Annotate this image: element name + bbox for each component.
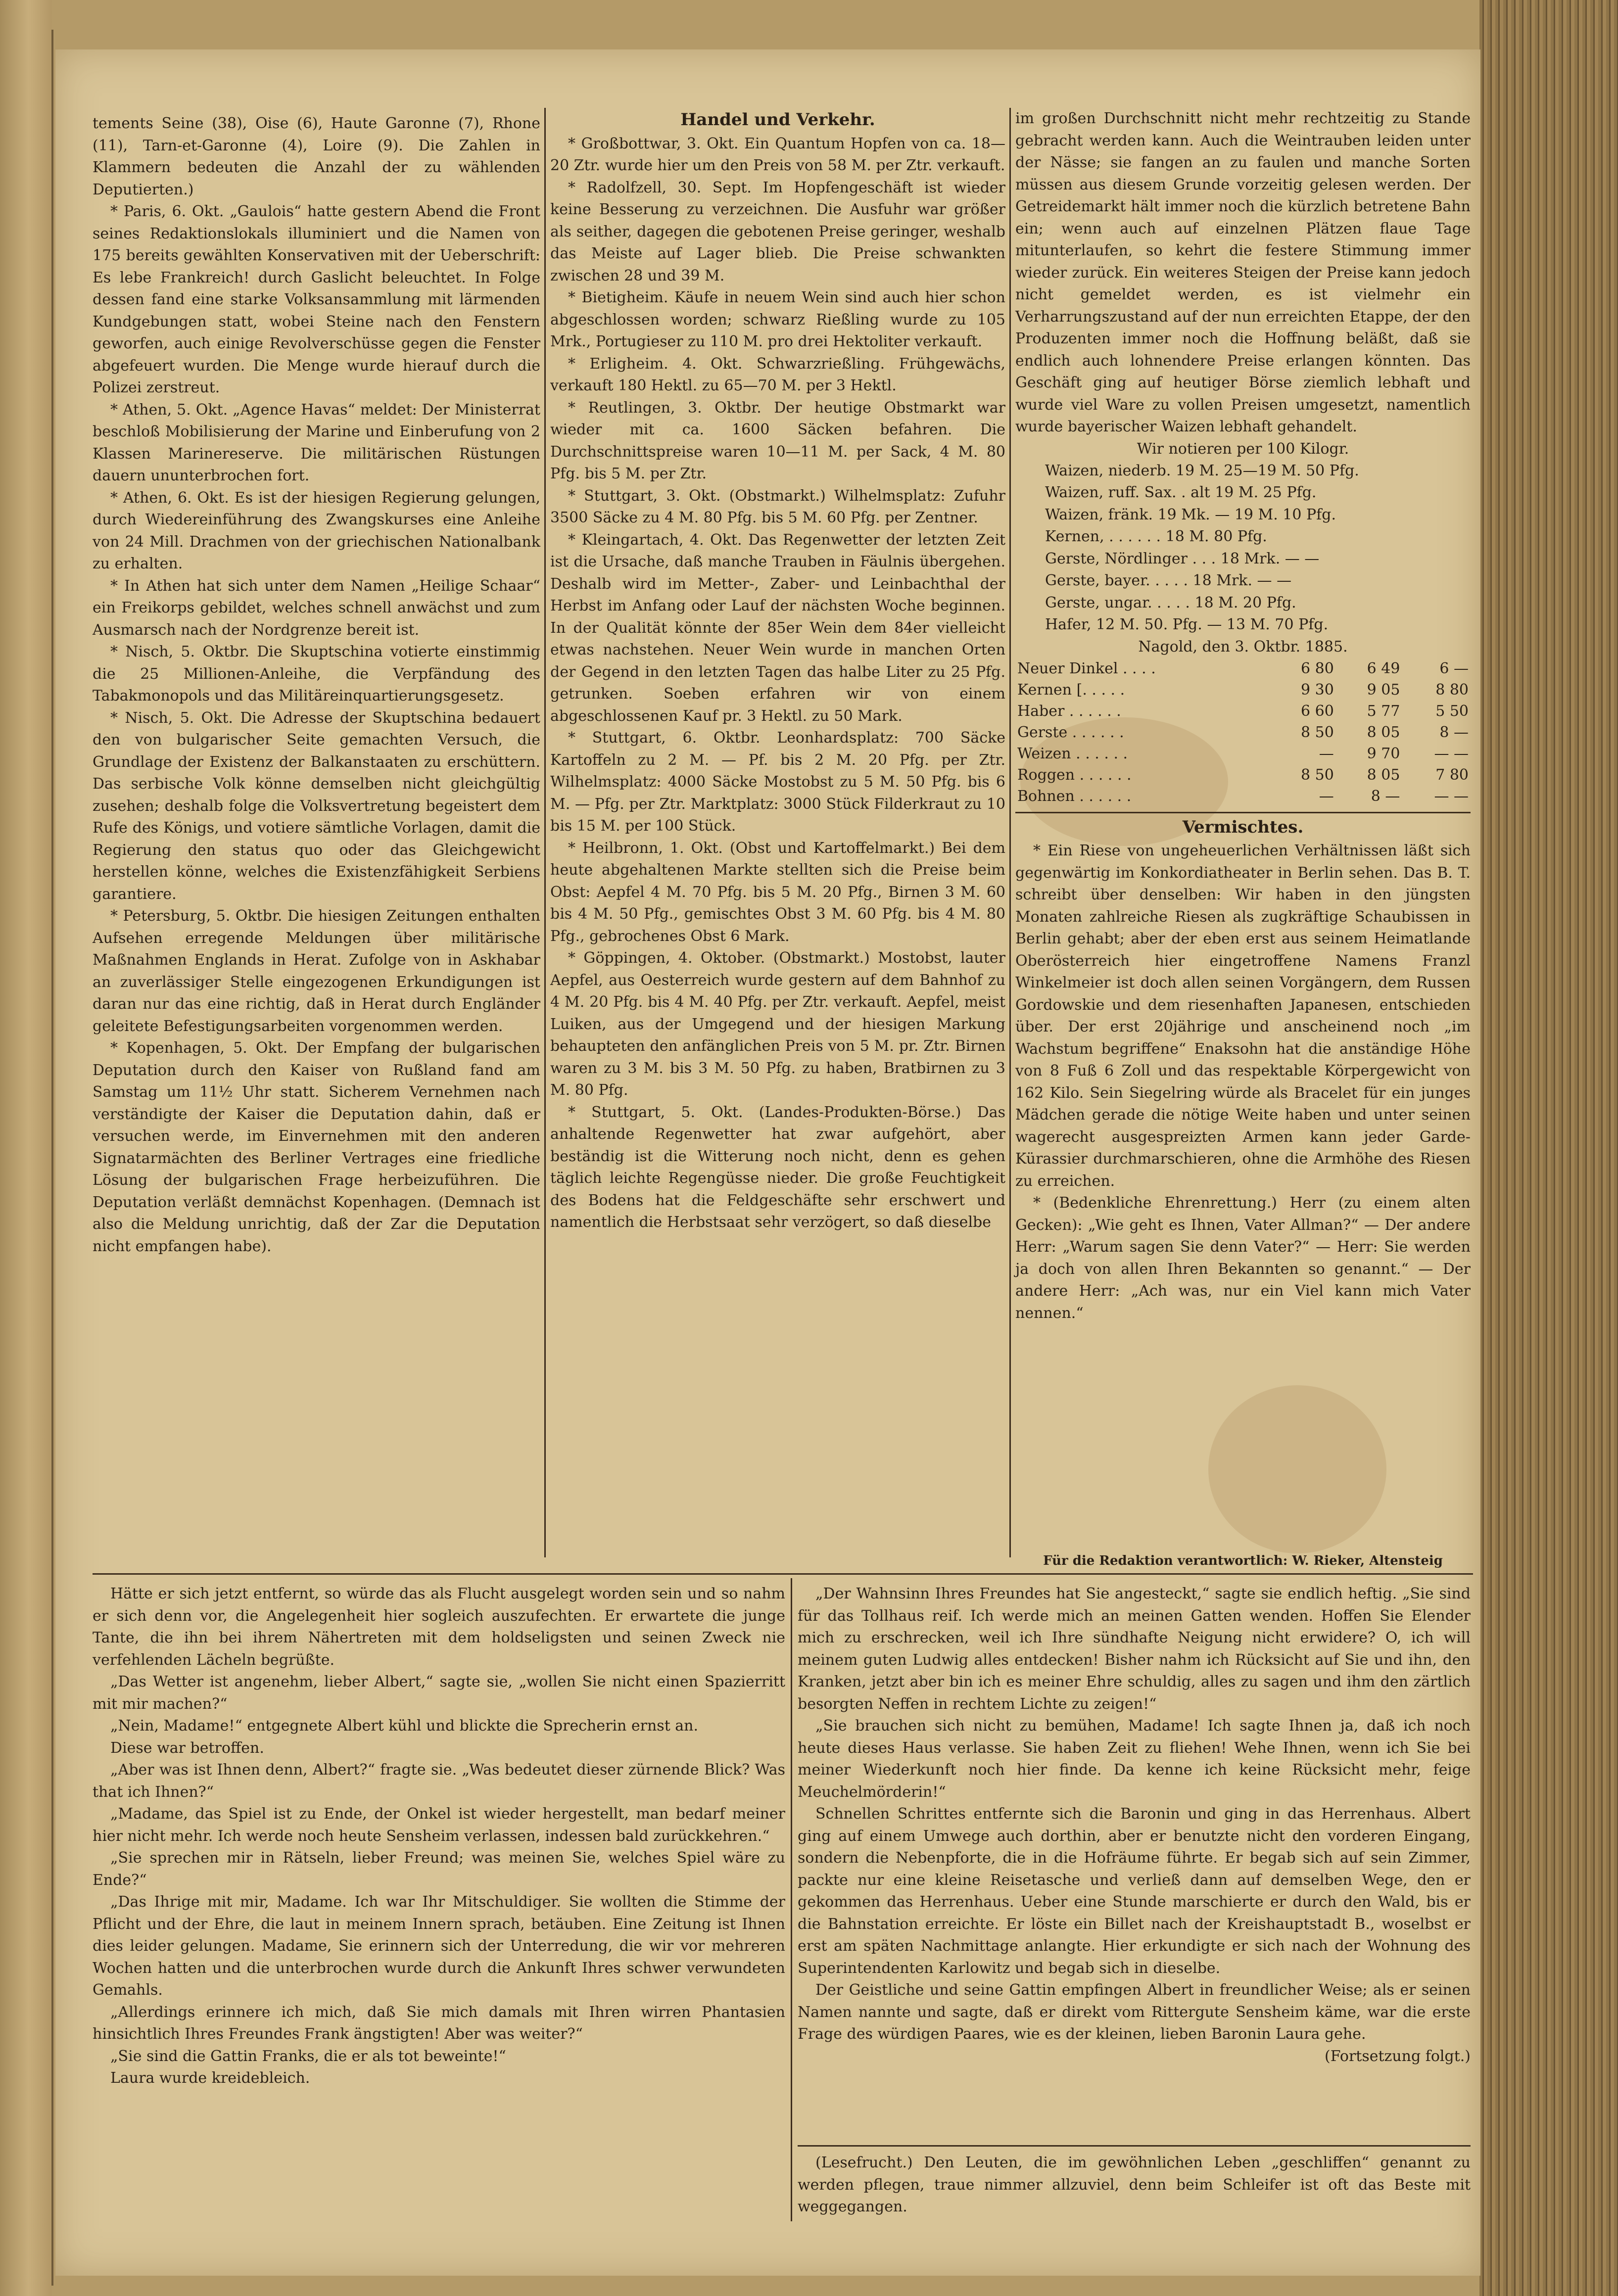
table-cell: 8 — (1439, 723, 1469, 741)
table-cell: — — (1434, 787, 1469, 805)
table-cell: 9 05 (1367, 681, 1400, 699)
article-paragraph: * Paris, 6. Okt. „Gaulois“ hatte gestern Abend die Front seines Redaktionslokals illuminiert und die Namen von 175 bereits gewählten Konservativen mit der Ueberschrift: Es lebe Frankreich! durch Gaslicht beleuchtet. In Folge dessen fand eine starke Volksansammlung mit lärmenden Kundgebungen statt, wobei Steine nach den Fenstern geworfen, auch einige Revolverschüsse gegen die Fenster abgefeuert wurden. Die Menge wurde hierauf durch die Polizei zerstreut. (93, 203, 540, 396)
column-divider (791, 1578, 792, 2221)
article-paragraph: * Stuttgart, 6. Oktbr. Leonhardsplatz: 700 Säcke Kartoffeln zu 2 M. — Pf. bis 2 M. 20 Pfg. per Ztr. Wilhelmsplatz: 4000 Säcke Mostobst zu 5 M. 50 Pfg. bis 6 M. — Pfg. per Ztr. Marktplatz: 3000 Stück Filderkraut zu 10 bis 15 M. per 100 Stück. (550, 729, 1005, 835)
table-cell: Roggen . . . . . . (1017, 766, 1132, 784)
article-paragraph: * Heilbronn, 1. Okt. (Obst und Kartoffelmarkt.) Bei dem heute abgehaltenen Markte stellten sich die Preise beim Obst: Aepfel 4 M. 70 Pfg. bis 5 M. 20 Pfg., Birnen 3 M. 60 bis 4 M. 50 Pfg., gemischtes Obst 3 M. 60 Pfg. bis 4 M. 80 Pfg., gebrochenes Obst 6 Mark. (550, 839, 1005, 945)
table-cell: Haber . . . . . . (1017, 702, 1121, 720)
quote-line: Waizen, niederb. 19 M. 25—19 M. 50 Pfg. (1045, 462, 1359, 479)
table-cell: — (1319, 745, 1334, 762)
feuilleton-left (93, 1583, 785, 2090)
story-paragraph: „Allerdings erinnere ich mich, daß Sie mich damals mit Ihren wirren Phantasien hinsichtlich Ihres Freundes Frank ängstigten! Aber was weiter?“ (93, 2003, 785, 2043)
continuation-note: (Fortsetzung folgt.) (1325, 2047, 1471, 2065)
table-cell: — (1319, 787, 1334, 805)
story-paragraph: „Sie sprechen mir in Rätseln, lieber Freund; was meinen Sie, welches Spiel wäre zu Ende?“ (93, 1849, 785, 1889)
table-row (1015, 764, 1471, 786)
table-cell: 8 50 (1300, 766, 1334, 784)
article-paragraph: * In Athen hat sich unter dem Namen „Heilige Schaar“ ein Freikorps gebildet, welches schnell anwächst und zum Ausmarsch nach der Nordgrenze bereit ist. (93, 577, 540, 639)
table-cell: 6 49 (1367, 659, 1400, 677)
note-paragraph: (Lesefrucht.) Den Leuten, die im gewöhnlichen Leben „geschliffen“ genannt zu werden pflegen, traue nimmer allzuviel, denn beim Schleifer ist oft das Beste mit weggegangen. (798, 2154, 1471, 2215)
table-cell: 6 60 (1300, 702, 1334, 720)
table-row (1015, 743, 1471, 764)
quote-line: Gerste, ungar. . . . . 18 M. 20 Pfg. (1045, 594, 1296, 611)
table-cell: 8 50 (1300, 723, 1334, 741)
spine-edge (51, 30, 53, 2286)
column-divider (1009, 108, 1011, 1557)
table-cell: 8 05 (1367, 766, 1400, 784)
quote-line: Gerste, bayer. . . . . 18 Mrk. — — (1045, 572, 1292, 589)
table-cell: 9 70 (1367, 745, 1400, 762)
story-paragraph: Diese war betroffen. (110, 1739, 264, 1757)
quote-line: Gerste, Nördlinger . . . 18 Mrk. — — (1045, 550, 1320, 567)
table-cell: 6 — (1439, 659, 1469, 677)
article-paragraph: * Nisch, 5. Oktbr. Die Skuptschina votierte einstimmig die 25 Millionen-Anleihe, die Verpfändung des Tabakmonopols und das Militäreinquartierungsgesetz. (93, 643, 540, 704)
table-cell: Weizen . . . . . . (1017, 745, 1128, 762)
column-trade (550, 109, 1005, 1558)
table-cell: Bohnen . . . . . . (1017, 787, 1132, 805)
article-paragraph: * Nisch, 5. Okt. Die Adresse der Skuptschina bedauert den von bulgarischer Seite gemachten Versuch, die Grundlage der Existenz der Balkanstaaten zu erschüttern. Das serbische Volk könne demselben nicht gleichgültig zusehen; deshalb folge die Volksvertretung begeistert dem Rufe des Königs, und votiere sämtliche Vorlagen, damit die Regierung den status quo oder das Gleichgewicht herstellen könne, welches die Existenzfähigkeit Serbiens garantiere. (93, 709, 540, 903)
story-paragraph: „Nein, Madame!“ entgegnete Albert kühl und blickte die Sprecherin ernst an. (110, 1717, 699, 1734)
section-divider (1015, 812, 1471, 813)
story-paragraph: „Sie brauchen sich nicht zu bemühen, Madame! Ich sagte Ihnen ja, daß ich noch heute dieses Haus verlasse. Sie haben Zeit zu fliehen! Wehe Ihnen, wenn ich Sie bei meiner Wiederkunft noch hier finde. Da kenne ich keine Rücksicht mehr, feige Meuchelmörderin!“ (798, 1717, 1471, 1801)
article-paragraph: * Reutlingen, 3. Oktbr. Der heutige Obstmarkt war wieder mit ca. 1600 Säcken befahren. Die Durchschnittspreise waren 10—11 M. per Sack, 4 M. 80 Pfg. bis 5 M. per Ztr. (550, 399, 1005, 482)
table-cell: Gerste . . . . . . (1017, 723, 1124, 741)
story-paragraph: „Aber was ist Ihnen denn, Albert?“ fragte sie. „Was bedeutet dieser zürnende Blick? Was that ich Ihnen?“ (93, 1761, 785, 1801)
bottom-note (798, 2152, 1471, 2218)
nagold-title: Nagold, den 3. Oktbr. 1885. (1138, 638, 1348, 656)
table-cell: Kernen [. . . . . (1017, 681, 1125, 699)
article-paragraph: * Erligheim. 4. Okt. Schwarzrießling. Frühgewächs, verkauft 180 Hektl. zu 65—70 M. per 3 Hektl. (550, 355, 1005, 394)
table-cell: 5 77 (1367, 702, 1400, 720)
quote-line: Waizen, ruff. Sax. . alt 19 M. 25 Pfg. (1045, 484, 1317, 501)
article-paragraph: * (Bedenkliche Ehrenrettung.) Herr (zu einem alten Gecken): „Wie geht es Ihnen, Vater Allman?“ — Der andere Herr: „Warum sagen Sie denn Vater?“ — Herr: Sie werden ja doch von allen Ihren Bekannten so genannt.“ — Der andere Herr: „Ach was, nur ein Viel kann mich Vater nennen.“ (1015, 1194, 1471, 1322)
article-paragraph: * Stuttgart, 5. Okt. (Landes-Produkten-Börse.) Das anhaltende Regenwetter hat zwar aufgehört, aber beständig ist die Witterung noch nicht, denn es gehen täglich leichte Regengüsse nieder. Die große Feuchtigkeit des Bodens hat die Feldgeschäfte sehr erschwert und namentlich die Herbstsaat sehr verzögert, so daß dieselbe (550, 1103, 1005, 1231)
article-paragraph: * Kopenhagen, 5. Okt. Der Empfang der bulgarischen Deputation durch den Kaiser von Rußland fand am Samstag um 11½ Uhr statt. Sicherem Vernehmen nach verständigte der Kaiser die Deputation dahin, daß er versuchen werde, im Einvernehmen mit den anderen Signatarmächten des Berliner Vertrages eine friedliche Lösung der bulgarischen Frage herbeizuführen. Die Deputation verläßt demnächst Kopenhagen. (Demnach ist also die Meldung unrichtig, daß der Zar die Deputation nicht empfangen habe). (93, 1039, 540, 1255)
table-row (1015, 658, 1471, 679)
quote-line: Hafer, 12 M. 50. Pfg. — 13 M. 70 Pfg. (1045, 616, 1329, 633)
table-cell: 8 — (1371, 787, 1400, 805)
page-edges (1479, 0, 1618, 2296)
book-spine (0, 0, 52, 2296)
article-paragraph: tements Seine (38), Oise (6), Haute Garonne (7), Rhone (11), Tarn-et-Garonne (4), Loire (9). Die Zahlen in Klammern bedeuten die Anzahl der zu wählenden Deputierten.) (93, 115, 540, 198)
section-title-misc: Vermischtes. (1182, 817, 1304, 837)
table-row (1015, 722, 1471, 743)
quote-line: Kernen, . . . . . . 18 M. 80 Pfg. (1045, 528, 1267, 545)
article-paragraph: * Ein Riese von ungeheuerlichen Verhältnissen läßt sich gegenwärtig im Konkordiatheater in Berlin sehen. Das B. T. schreibt über denselben: Wir haben in den jüngsten Monaten zahlreiche Riesen als zugkräftige Schaubissen in Berlin gehabt; aber der eben erst aus seinem Heimatlande Oberösterreich hier eingetroffene Namens Franzl Winkelmeier ist doch allen seinen Vorgängern, dem Russen Gordowskie und dem riesenhaften Japanesen, entschieden über. Der erst 20jährige und anscheinend noch „im Wachstum begriffene“ Enaksohn hat die anständige Höhe von 8 Fuß 6 Zoll und das respektable Körpergewicht von 162 Kilo. Sein Siegelring würde als Bracelet für ein junges Mädchen gerade die nötige Weite haben und unter seinen wagerecht ausgespreizten Armen kann jeder Garde-Kürassier durchmarschieren, ohne die Armhöhe des Riesen zu erreichen. (1015, 842, 1471, 1190)
table-cell: 7 80 (1435, 766, 1469, 784)
table-row (1015, 679, 1471, 701)
table-cell: 8 80 (1435, 681, 1469, 699)
story-paragraph: „Sie sind die Gattin Franks, die er als tot beweinte!“ (110, 2047, 506, 2065)
article-paragraph: * Stuttgart, 3. Okt. (Obstmarkt.) Wilhelmsplatz: Zufuhr 3500 Säcke zu 4 M. 80 Pfg. bis 5 M. 60 Pfg. per Zentner. (550, 487, 1005, 526)
newspaper-page (55, 49, 1480, 2276)
story-paragraph: Schnellen Schrittes entfernte sich die Baronin und ging in das Herrenhaus. Albert ging auf einem Umwege auch dorthin, aber er benutzte nicht den vorderen Eingang, sondern die Nebenpforte, die in die Hofräume führte. Er begab sich auf sein Zimmer, packte nur eine kleine Reisetasche und verließ dann auf demselben Wege, den er gekommen das Herrenhaus. Ueber eine Stunde marschierte er durch den Wald, bis er die Bahnstation erreichte. Er löste ein Billet nach der Kreishauptstadt B., woselbst er erst am späten Nachmittage anlangte. Hier erkundigte er sich nach der Wohnung des Superintendenten Karlowitz und begab sich in dieselbe. (798, 1805, 1471, 1977)
table-cell: 6 80 (1300, 659, 1334, 677)
article-paragraph: * Großbottwar, 3. Okt. Ein Quantum Hopfen von ca. 18—20 Ztr. wurde hier um den Preis von 58 M. per Ztr. verkauft. (550, 135, 1005, 174)
table-row (1015, 786, 1471, 807)
story-paragraph: Laura wurde kreidebleich. (110, 2069, 310, 2087)
editor-imprint: Für die Redaktion verantwortlich: W. Rieker, Altensteig (1043, 1553, 1443, 1568)
table-cell: — — (1434, 745, 1469, 762)
table-cell: 9 30 (1300, 681, 1334, 699)
note-divider (798, 2145, 1471, 2147)
table-cell: 8 05 (1367, 723, 1400, 741)
quote-line: Waizen, fränk. 19 Mk. — 19 M. 10 Pfg. (1045, 506, 1336, 523)
column-market-misc (1015, 108, 1471, 1523)
story-paragraph: „Das Ihrige mit mir, Madame. Ich war Ihr Mitschuldiger. Sie wollten die Stimme der Pflicht und der Ehre, die laut in meinem Innern sprach, betäuben. Eine Zeitung ist Ihnen dies leider gelungen. Madame, Sie erinnern sich der Unterredung, die wir vor mehreren Wochen hatten und die unterbrochen wurde durch die Ankunft Ihres schwer verwundeten Gemahls. (93, 1893, 785, 1999)
table-cell: 5 50 (1435, 702, 1469, 720)
article-paragraph: * Radolfzell, 30. Sept. Im Hopfengeschäft ist wieder keine Besserung zu verzeichnen. Die Ausfuhr war größer als seither, dagegen die gebotenen Preise geringer, weshalb das Meiste auf Lager blieb. Die Preise schwankten zwischen 28 und 39 M. (550, 179, 1005, 284)
nagold-price-table (1015, 658, 1471, 807)
article-paragraph: * Athen, 6. Okt. Es ist der hiesigen Regierung gelungen, durch Wiedereinführung des Zwangskurses eine Anleihe von 24 Mill. Drachmen von der griechischen Nationalbank zu erhalten. (93, 489, 540, 572)
article-paragraph: * Göppingen, 4. Oktober. (Obstmarkt.) Mostobst, lauter Aepfel, aus Oesterreich wurde gestern auf dem Bahnhof zu 4 M. 20 Pfg. bis 4 M. 40 Pfg. per Ztr. verkauft. Aepfel, meist Luiken, aus der Umgegend und der hiesigen Markung behaupteten den anfänglichen Preis von 5 M. pr. Ztr. Birnen waren zu 3 M. bis 3 M. 50 Pfg. zu haben, Bratbirnen zu 3 M. 80 Pfg. (550, 949, 1005, 1099)
story-paragraph: Der Geistliche und seine Gattin empfingen Albert in freundlicher Weise; als er seinen Namen nannte und sagte, daß er direkt vom Rittergute Sensheim käme, war die erste Frage des würdigen Paares, wie es der kleinen, lieben Baronin Laura gehe. (798, 1981, 1471, 2043)
article-paragraph: * Athen, 5. Okt. „Agence Havas“ meldet: Der Ministerrat beschloß Mobilisierung der Marine und Einberufung von 2 Klassen Marinereserve. Die militärischen Rüstungen dauern ununterbrochen fort. (93, 401, 540, 484)
article-paragraph: * Kleingartach, 4. Okt. Das Regenwetter der letzten Zeit ist die Ursache, daß manche Trauben in Fäulnis übergehen. Deshalb wird im Metter-, Zaber- und Leinbachthal der Herbst im Anfang oder Lauf der nächsten Woche beginnen. In der Qualität könnte der 85er Wein dem 84er vielleicht etwas nachstehen. Neuer Wein wurde in manchen Orten der Gegend in den letzten Tagen das halbe Liter zu 25 Pfg. getrunken. Soeben erfahren wir von einem abgeschlossenen Kauf pr. 3 Hektl. zu 50 Mark. (550, 531, 1005, 725)
table-row (1015, 701, 1471, 722)
column-divider (544, 108, 546, 1557)
story-paragraph: „Madame, das Spiel ist zu Ende, der Onkel ist wieder hergestellt, man bedarf meiner hier nicht mehr. Ich werde noch heute Sensheim verlassen, indessen bald zurückkehren.“ (93, 1805, 785, 1845)
table-cell: Neuer Dinkel . . . . (1017, 659, 1156, 677)
story-paragraph: „Das Wetter ist angenehm, lieber Albert,“ sagte sie, „wollen Sie nicht einen Spazierritt mit mir machen?“ (93, 1673, 785, 1713)
feuilleton-divider (93, 1573, 1473, 1575)
section-title-trade: Handel und Verkehr. (680, 110, 875, 130)
story-paragraph: „Der Wahnsinn Ihres Freundes hat Sie angesteckt,“ sagte sie endlich heftig. „Sie sind für das Tollhaus reif. Ich werde mich an meinen Gatten wenden. Hoffen Sie Elender mich zu erschrecken, weil ich Ihre sündhafte Neigung nicht erwidere? O, ich will meinem guten Ludwig alles entdecken! Bisher nahm ich Rücksicht auf Sie und ihn, den Kranken, jetzt aber bin ich es meiner Ehre schuldig, alles zu sagen und ihm den zärtlich besorgten Neffen in rechtem Lichte zu zeigen!“ (798, 1585, 1471, 1713)
feuilleton-right (798, 1583, 1471, 2067)
article-paragraph: * Bietigheim. Käufe in neuem Wein sind auch hier schon abgeschlossen worden; schwarz Rießling wurde zu 105 Mrk., Portugieser zu 110 M. pro drei Hektoliter verkauft. (550, 289, 1005, 350)
grain-quotes (1015, 460, 1471, 636)
quote-intro: Wir notieren per 100 Kilogr. (1137, 440, 1349, 458)
article-paragraph: * Petersburg, 5. Oktbr. Die hiesigen Zeitungen enthalten Aufsehen erregende Meldungen über militärische Maßnahmen Englands in Herat. Zufolge von in Askhabar an zuverlässiger Stelle eingezogenen Erkundigungen ist daran nur das eine richtig, daß in Herat durch Engländer geleitete Befestigungsarbeiten vorgenommen werden. (93, 907, 540, 1035)
column-politics (93, 113, 540, 1557)
article-paragraph: im großen Durchschnitt nicht mehr rechtzeitig zu Stande gebracht werden kann. Auch die Weintrauben leiden unter der Nässe; sie fangen an zu faulen und manche Sorten müssen aus diesem Grunde vorzeitig gelesen werden. Der Getreidemarkt hält immer noch die kürzlich betretene Bahn ein; wenn auch auf einzelnen Plätzen flaue Tage mitunterlaufen, so kehrt die festere Stimmung immer wieder zurück. Ein weiteres Steigen der Preise kann jedoch nicht gemeldet werden, es ist vielmehr ein Verharrungszustand auf der nun erreichten Etappe, der den Produzenten immer noch die Hoffnung beläßt, daß sie endlich auch lohnendere Preise erlangen könnten. Das Geschäft ging auf heutiger Börse ziemlich lebhaft und wurde viel Ware zu vollen Preisen umgesetzt, namentlich wurde bayerischer Waizen lebhaft gehandelt. (1015, 110, 1471, 435)
story-paragraph: Hätte er sich jetzt entfernt, so würde das als Flucht ausgelegt worden sein und so nahm er sich denn vor, die Angelegenheit hier sogleich auszufechten. Er erwartete die junge Tante, die ihn bei ihrem Nähertreten mit dem holdseligsten und seinen Zweck nie verfehlenden Lächeln begrüßte. (93, 1585, 785, 1669)
